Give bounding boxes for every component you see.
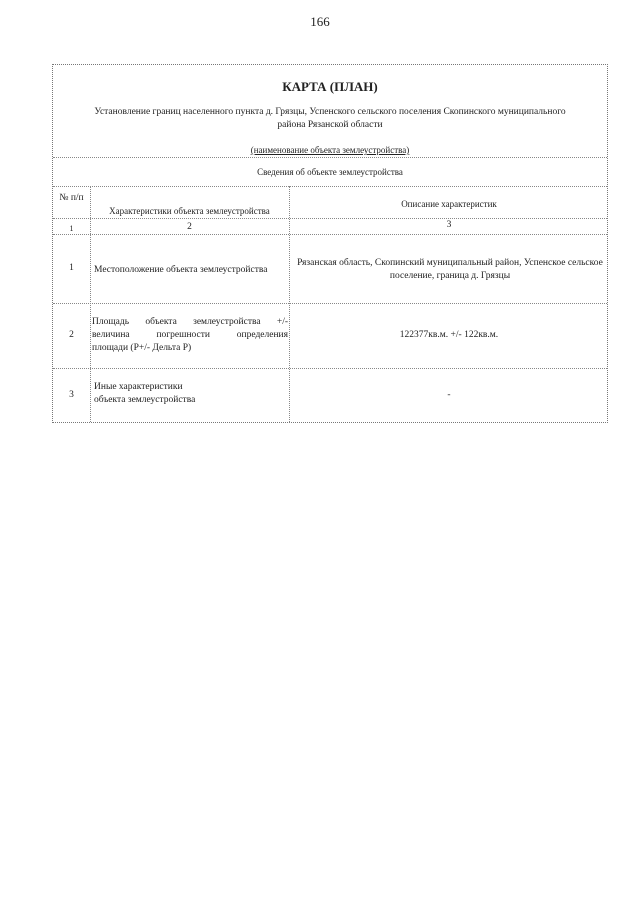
land-plan-form [52,64,608,423]
divider [53,368,607,369]
row-description: Рязанская область, Скопинский муниципальный район, Успенское сельское поселение, граница д. Грязцы [297,258,603,281]
row-number: 3 [69,390,74,400]
row-description: 122377кв.м. +/- 122кв.м. [399,330,499,340]
header-description: Описание характеристик [401,199,497,209]
object-name-caption: (наименование объекта землеустройства) [250,145,410,155]
header-characteristic: Характеристики объекта землеустройства [109,206,270,216]
column-number: 3 [446,220,452,230]
page-number: 166 [310,14,330,29]
divider [53,157,607,158]
document-title: КАРТА (ПЛАН) [282,79,378,94]
row-characteristic: Иные характеристики объекта землеустройства [94,382,196,405]
divider [53,303,607,304]
divider [53,234,607,235]
section-title: Сведения об объекте землеустройства [257,167,403,177]
divider [53,186,607,187]
row-number: 1 [69,263,74,273]
document-subtitle: Установление границ населенного пункта д. Грязцы, Успенского сельского поселения Скопинского муниципального района Рязанской области [94,107,566,130]
row-characteristic-line: Площадь объекта землеустройства +/- [92,317,288,327]
column-number: 1 [69,224,74,233]
row-number: 2 [69,330,74,340]
header-num: № п/п [59,193,84,203]
row-characteristic-line: величина погрешности определения [92,330,288,340]
row-characteristic-line: площади (P+/- Дельта P) [92,343,192,353]
column-number: 2 [187,222,192,232]
row-description: - [447,390,451,400]
row-characteristic: Местоположение объекта землеустройства [94,265,268,275]
